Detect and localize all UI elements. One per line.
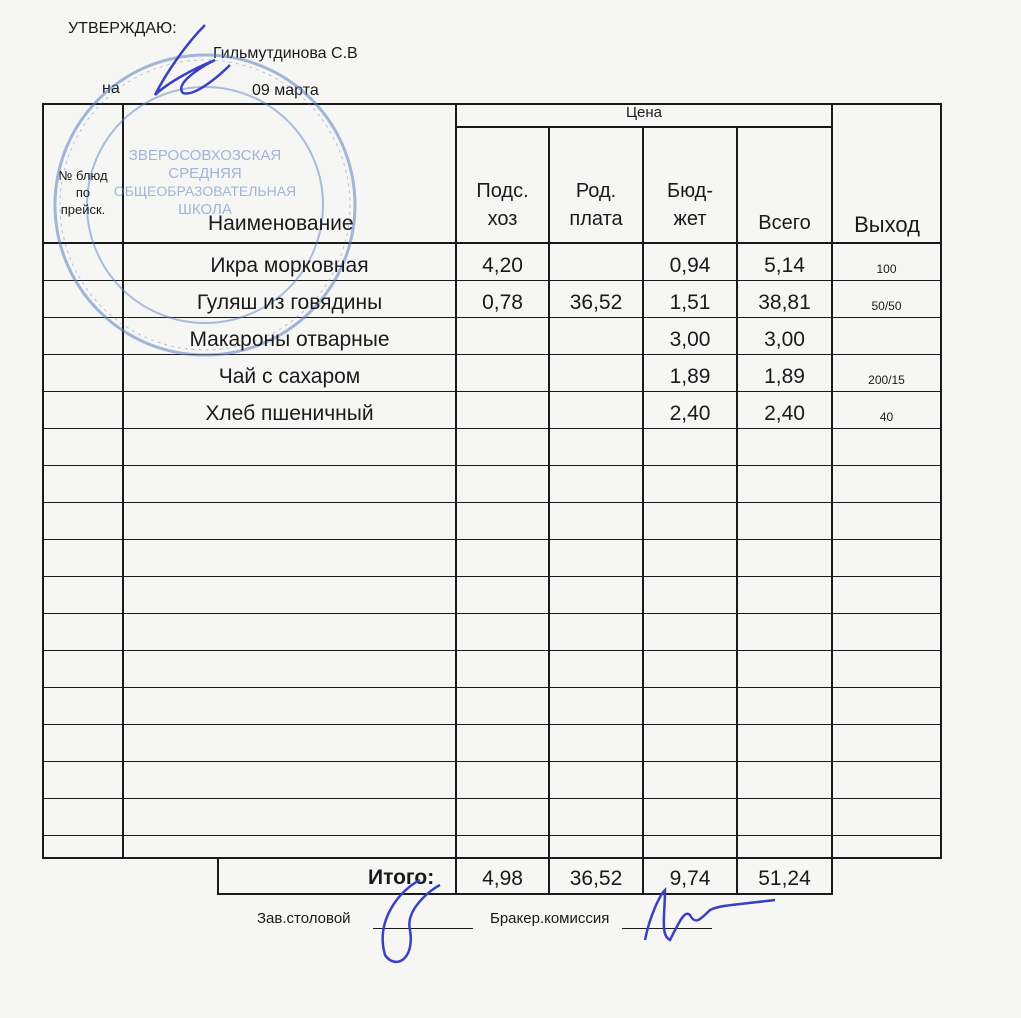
cell-total: 1,89	[764, 365, 805, 388]
cell-total: 38,81	[758, 291, 811, 314]
cell-name: Чай с сахаром	[218, 365, 361, 388]
cell-budget: 2,40	[669, 402, 711, 425]
header-budget: Бюд- жет	[666, 180, 713, 230]
row-separator	[42, 687, 942, 688]
totals-total: 51,24	[758, 867, 811, 890]
row-separator	[42, 502, 942, 503]
header-total: Всего	[758, 212, 811, 234]
cell-output: 100	[876, 262, 897, 276]
stamp-line-4: ШКОЛА	[178, 201, 232, 218]
cell-name: Гуляш из говядины	[196, 291, 383, 314]
row-separator	[42, 835, 942, 836]
commission-signature-line	[622, 928, 712, 929]
approval-date: 09 марта	[252, 82, 319, 99]
cell-total: 3,00	[764, 328, 805, 351]
canteen-label: Зав.столовой	[257, 910, 351, 927]
cell-name: Хлеб пшеничный	[205, 402, 374, 425]
cell-output: 50/50	[871, 299, 902, 313]
totals-label: Итого:	[368, 866, 435, 889]
header-dish-no: № блюд по прейск.	[58, 168, 108, 217]
cell-budget: 0,94	[669, 254, 711, 277]
row-separator	[42, 465, 942, 466]
cell-name: Макароны отварные	[189, 328, 390, 351]
approver-name: Гильмутдинова С.В	[213, 45, 358, 62]
header-rod: Род. плата	[569, 180, 623, 230]
row-separator	[42, 798, 942, 799]
cell-budget: 1,89	[669, 365, 711, 388]
cell-podsob: 4,20	[482, 254, 523, 277]
row-separator	[42, 539, 942, 540]
cell-total: 2,40	[764, 402, 805, 425]
cell-budget: 3,00	[669, 328, 711, 351]
stamp-line-3: ОБЩЕОБРАЗОВАТЕЛЬНАЯ	[113, 183, 297, 199]
row-separator	[42, 761, 942, 762]
header-price-group: Цена	[625, 104, 663, 121]
cell-rod: 36,52	[569, 291, 623, 314]
cell-total: 5,14	[764, 254, 805, 277]
stamp-line-2: СРЕДНЯЯ	[168, 165, 242, 182]
canteen-signature-line	[373, 928, 473, 929]
stamp-line-1: ЗВЕРОСОВХОЗСКАЯ	[128, 147, 282, 164]
header-podsob: Подс. хоз	[476, 180, 529, 230]
totals-podsob: 4,98	[482, 867, 523, 890]
row-separator	[42, 280, 942, 281]
row-separator	[42, 317, 942, 318]
cell-podsob: 0,78	[482, 291, 523, 314]
cell-output: 40	[879, 410, 894, 424]
cell-output: 200/15	[868, 373, 905, 387]
commission-label: Бракер.комиссия	[490, 910, 610, 927]
row-separator	[42, 576, 942, 577]
row-separator	[42, 613, 942, 614]
approval-prefix: на	[102, 80, 120, 97]
totals-rod: 36,52	[569, 867, 623, 890]
cell-budget: 1,51	[669, 291, 711, 314]
header-name: Наименование	[208, 212, 354, 235]
header-output: Выход	[854, 212, 920, 237]
cell-name: Икра морковная	[210, 254, 369, 277]
approval-title: УТВЕРЖДАЮ:	[68, 20, 177, 37]
totals-budget: 9,74	[669, 867, 711, 890]
row-separator	[42, 391, 942, 392]
row-separator	[42, 428, 942, 429]
row-separator	[42, 650, 942, 651]
row-separator	[42, 354, 942, 355]
row-separator	[42, 724, 942, 725]
